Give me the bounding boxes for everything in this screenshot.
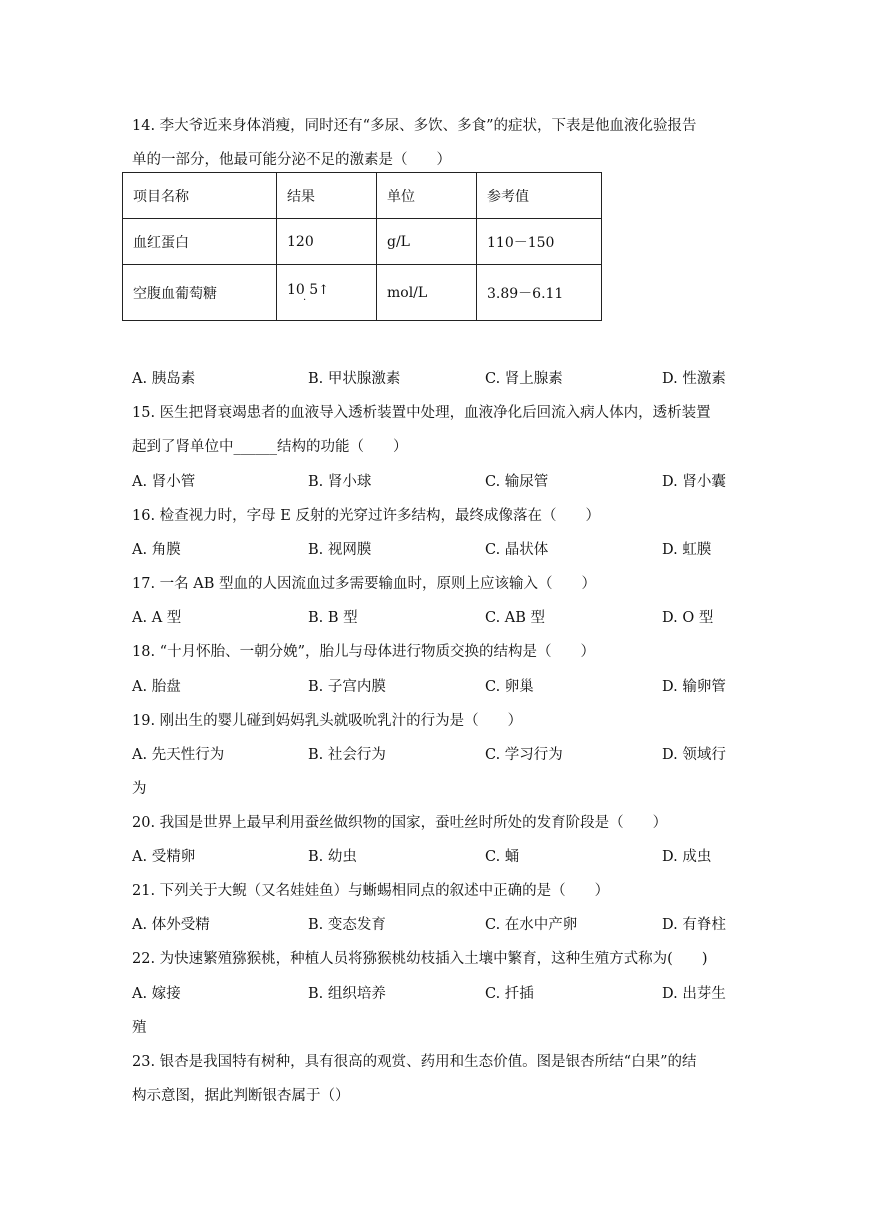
q19-option-d: D. 领域行 bbox=[662, 747, 726, 763]
result-value: 10 5 bbox=[287, 281, 319, 298]
q16-option-a: A. 角膜 bbox=[132, 542, 181, 558]
q20-stem: 20. 我国是世界上最早利用蚕丝做织物的国家，蚕吐丝时所处的发育阶段是（ ） bbox=[132, 815, 668, 831]
q16-stem: 16. 检查视力时，字母 E 反射的光穿过许多结构，最终成像落在（ ） bbox=[132, 508, 600, 524]
q19-option-d-wrap: 为 bbox=[132, 781, 147, 797]
q21-option-d: D. 有脊柱 bbox=[662, 917, 726, 933]
q19-option-a: A. 先天性行为 bbox=[132, 747, 225, 763]
table-row bbox=[123, 265, 602, 321]
table-header-cell: 单位 bbox=[377, 173, 477, 219]
table-header-cell: 项目名称 bbox=[123, 173, 277, 219]
q18-option-d: D. 输卵管 bbox=[662, 679, 726, 695]
table-header-row bbox=[123, 173, 602, 219]
q22-option-a: A. 嫁接 bbox=[132, 986, 181, 1002]
q18-option-a: A. 胎盘 bbox=[132, 679, 181, 695]
q21-option-c: C. 在水中产卵 bbox=[485, 917, 578, 933]
q14-stem-line1: 14. 李大爷近来身体消瘦，同时还有“多尿、多饮、多食”的症状，下表是他血液化验报告 bbox=[132, 118, 697, 134]
q19-option-c: C. 学习行为 bbox=[485, 747, 563, 763]
q21-option-a: A. 体外受精 bbox=[132, 917, 210, 933]
q18-option-b: B. 子宫内膜 bbox=[308, 679, 386, 695]
q15-stem-line2: 起到了肾单位中______结构的功能（ ） bbox=[132, 439, 408, 455]
table-cell: 血红蛋白 bbox=[123, 219, 277, 265]
q15-option-a: A. 肾小管 bbox=[132, 474, 196, 490]
q20-option-c: C. 蛹 bbox=[485, 849, 520, 865]
q17-option-c: C. AB 型 bbox=[485, 610, 546, 626]
q16-option-b: B. 视网膜 bbox=[308, 542, 372, 558]
q14-option-c: C. 肾上腺素 bbox=[485, 371, 563, 387]
q21-option-b: B. 变态发育 bbox=[308, 917, 386, 933]
q15-stem-line1: 15. 医生把肾衰竭患者的血液导入透析装置中处理，血液净化后回流入病人体内，透析装置 bbox=[132, 405, 711, 421]
decimal-dot: · bbox=[303, 294, 307, 306]
q17-option-b: B. B 型 bbox=[308, 610, 358, 626]
q22-option-d-wrap: 殖 bbox=[132, 1020, 147, 1036]
q22-option-d: D. 出芽生 bbox=[662, 986, 726, 1002]
q18-stem: 18. “十月怀胎、一朝分娩”，胎儿与母体进行物质交换的结构是（ ） bbox=[132, 644, 595, 660]
q15-option-b: B. 肾小球 bbox=[308, 474, 372, 490]
q17-stem: 17. 一名 AB 型血的人因流血过多需要输血时，原则上应该输入（ ） bbox=[132, 576, 597, 592]
q14-option-d: D. 性激素 bbox=[662, 371, 726, 387]
table-header-cell: 结果 bbox=[277, 173, 377, 219]
q19-stem: 19. 刚出生的婴儿碰到妈妈乳头就吸吮乳汁的行为是（ ） bbox=[132, 713, 523, 729]
table-cell: 3.89－6.11 bbox=[477, 265, 602, 321]
table-row bbox=[123, 219, 602, 265]
q23-stem-line2: 构示意图，据此判断银杏属于（） bbox=[132, 1088, 350, 1104]
table-cell: 120 bbox=[277, 219, 377, 265]
q15-option-d: D. 肾小囊 bbox=[662, 474, 726, 490]
q16-option-d: D. 虹膜 bbox=[662, 542, 712, 558]
table-cell: 110－150 bbox=[477, 219, 602, 265]
q16-option-c: C. 晶状体 bbox=[485, 542, 549, 558]
q20-option-b: B. 幼虫 bbox=[308, 849, 357, 865]
q17-option-d: D. O 型 bbox=[662, 610, 714, 626]
q17-option-a: A. A 型 bbox=[132, 610, 182, 626]
table-cell: 空腹血葡萄糖 bbox=[123, 265, 277, 321]
table-cell-result bbox=[277, 265, 377, 321]
q22-option-b: B. 组织培养 bbox=[308, 986, 386, 1002]
table-cell: g/L bbox=[377, 219, 477, 265]
q22-option-c: C. 扦插 bbox=[485, 986, 534, 1002]
q15-option-c: C. 输尿管 bbox=[485, 474, 549, 490]
up-arrow-icon: ↑ bbox=[318, 282, 330, 298]
q21-stem: 21. 下列关于大鲵（又名娃娃鱼）与蜥蜴相同点的叙述中正确的是（ ） bbox=[132, 883, 610, 899]
q14-option-a: A. 胰岛素 bbox=[132, 371, 196, 387]
table-cell: mol/L bbox=[377, 265, 477, 321]
q18-option-c: C. 卵巢 bbox=[485, 679, 534, 695]
q19-option-b: B. 社会行为 bbox=[308, 747, 386, 763]
q23-stem-line1: 23. 银杏是我国特有树种，具有很高的观赏、药用和生态价值。图是银杏所结“白果”的结 bbox=[132, 1054, 697, 1070]
q20-option-d: D. 成虫 bbox=[662, 849, 712, 865]
q20-option-a: A. 受精卵 bbox=[132, 849, 196, 865]
table-header-cell: 参考值 bbox=[477, 173, 602, 219]
blood-test-table bbox=[122, 172, 602, 321]
q14-option-b: B. 甲状腺激素 bbox=[308, 371, 401, 387]
q14-stem-line2: 单的一部分，他最可能分泌不足的激素是（ ） bbox=[132, 152, 451, 168]
q22-stem: 22. 为快速繁殖猕猴桃，种植人员将猕猴桃幼枝插入土壤中繁育，这种生殖方式称为( ) bbox=[132, 951, 708, 967]
